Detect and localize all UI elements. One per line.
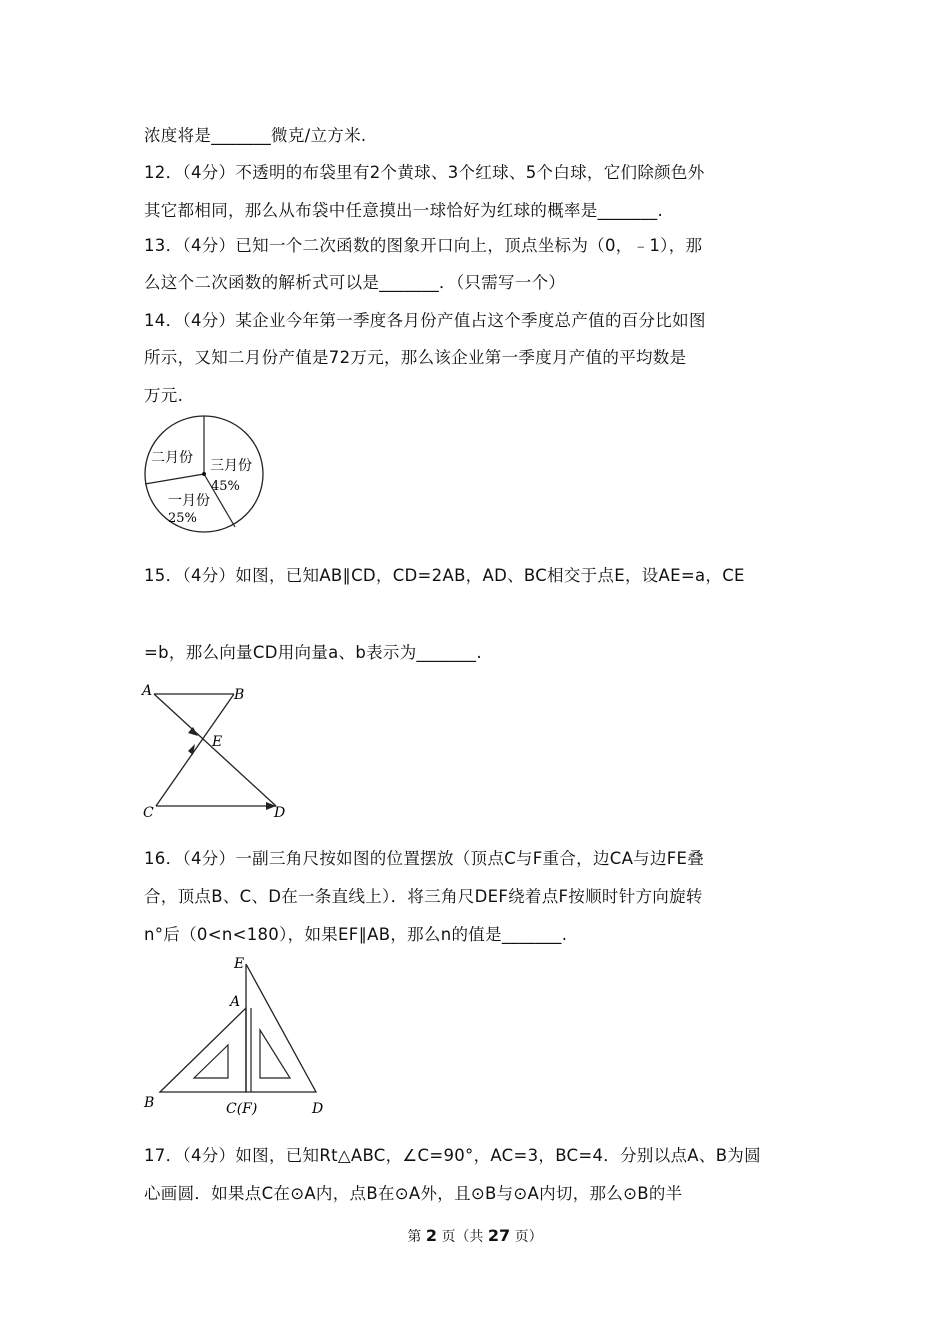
point-d-label: D: [312, 1101, 324, 1117]
text-line: 万元.: [144, 386, 184, 405]
pie-chart-figure: [140, 413, 272, 535]
text-line: 17．（4分）如图，已知Rt△ABC，∠C=90°，AC=3，BC=4．分别以点A、B为圆: [144, 1146, 761, 1165]
point-cf-label: C(F): [226, 1101, 258, 1117]
footer-middle: 页（共: [441, 1229, 484, 1245]
point-a-label: A: [230, 994, 241, 1010]
pie-value-mar: 45%: [211, 479, 240, 494]
text-line: 合，顶点B、C、D在一条直线上）．将三角尺DEF绕着点F按顺时针方向旋转: [144, 887, 703, 906]
text-line: 14．（4分）某企业今年第一季度各月份产值占这个季度总产值的百分比如图: [144, 311, 706, 330]
page-footer: [0, 1226, 950, 1246]
text-line: 么这个二次函数的解析式可以是_______．（只需写一个）: [144, 273, 566, 292]
point-d-label: D: [274, 805, 286, 821]
text-line: 12．（4分）不透明的布袋里有2个黄球、3个红球、5个白球，它们除颜色外: [144, 163, 705, 182]
arrow-ae: [188, 727, 198, 736]
triangle-abc: [160, 1008, 246, 1092]
text-line: 其它都相同，那么从布袋中任意摸出一球恰好为红球的概率是_______.: [144, 201, 663, 220]
text-line: 15．（4分）如图，已知AB∥CD，CD=2AB，AD、BC相交于点E，设AE=a，CE: [144, 566, 745, 585]
text-line: 16．（4分）一副三角尺按如图的位置摆放（顶点C与F重合，边CA与边FE叠: [144, 849, 705, 868]
text-line: n°后（0<n<180），如果EF∥AB，那么n的值是_______.: [144, 925, 568, 944]
pie-label-jan: 一月份: [168, 493, 210, 509]
triangle-figure: [138, 952, 338, 1118]
footer-page-number: 2: [425, 1226, 437, 1245]
segment-ad: [154, 694, 276, 806]
text-line: =b，那么向量CD用向量a、b表示为_______.: [144, 643, 482, 662]
text-line: 13．（4分）已知一个二次函数的图象开口向上，顶点坐标为（0，﹣1），那: [144, 236, 703, 255]
text-line: 所示，又知二月份产值是72万元，那么该企业第一季度月产值的平均数是: [144, 348, 687, 367]
arrow-ce: [188, 744, 195, 755]
pie-label-mar: 三月份: [210, 458, 252, 474]
vector-figure: [138, 682, 298, 822]
text-line: 浓度将是_______微克/立方米.: [144, 126, 367, 145]
point-e-label: E: [234, 956, 245, 972]
footer-prefix: 第: [407, 1229, 422, 1245]
point-a-label: A: [142, 683, 153, 699]
triangle-abc-inner: [194, 1045, 228, 1078]
point-c-label: C: [143, 805, 154, 821]
segment-bc: [156, 694, 234, 806]
footer-total-pages: 27: [487, 1226, 511, 1245]
point-e-label: E: [212, 734, 223, 750]
pie-divider: [145, 474, 204, 484]
point-b-label: B: [234, 687, 245, 703]
pie-label-feb: 二月份: [151, 450, 193, 466]
triangle-def: [246, 964, 316, 1092]
pie-value-jan: 25%: [168, 511, 197, 526]
pie-center-dot: [202, 472, 206, 476]
text-line: 心画圆．如果点C在⊙A内，点B在⊙A外，且⊙B与⊙A内切，那么⊙B的半: [144, 1184, 683, 1203]
point-b-label: B: [144, 1095, 155, 1111]
footer-suffix: 页）: [514, 1229, 543, 1245]
